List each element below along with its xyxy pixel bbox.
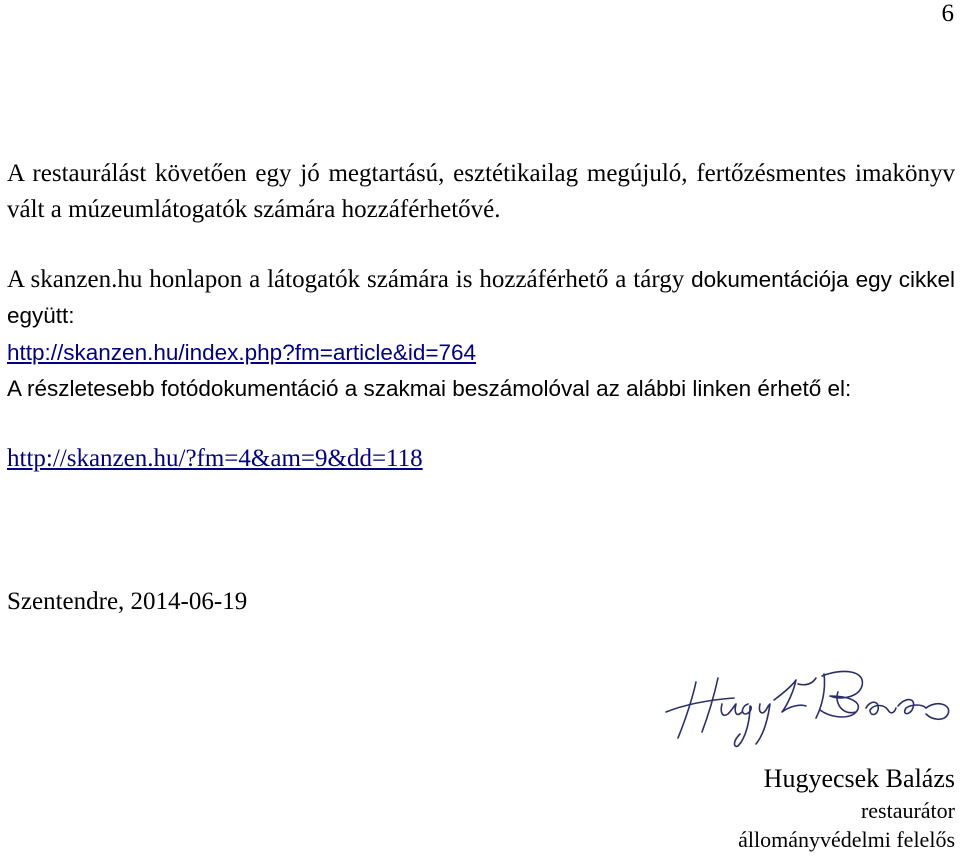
signatory-name: Hugyecsek Balázs	[763, 764, 955, 793]
paragraph-photo-documentation: A részletesebb fotódokumentáció a szakmai beszámolóval az alábbi linken érhető el:	[7, 376, 852, 401]
signatory-role: restaurátor	[860, 798, 955, 823]
signature-block	[738, 762, 955, 854]
place-and-date: Szentendre, 2014-06-19	[7, 588, 248, 615]
photo-documentation-link[interactable]: http://skanzen.hu/?fm=4&am=9&dd=118	[7, 445, 423, 472]
signatory-title: állományvédelmi felelős	[738, 827, 955, 852]
paragraph-website-info	[7, 262, 955, 334]
paragraph-website-prefix: A skanzen.	[7, 266, 118, 293]
handwritten-signature	[656, 660, 956, 752]
article-link[interactable]: http://skanzen.hu/index.php?fm=article&id=764	[7, 340, 477, 365]
paragraph-website-text: hu honlapon a látogatók számára is hozzáférhető a tárgy	[117, 266, 685, 293]
paragraph-restoration-result: A restaurálást követően egy jó megtartású, esztétikailag megújuló, fertőzésmentes imakönyv vált a múzeumlátogatók számára hozzáférhetővé.	[7, 160, 955, 223]
page-number: 6	[941, 0, 954, 27]
paragraph-website-continuation: dokumentációja egy cikkel együtt:	[7, 267, 955, 328]
